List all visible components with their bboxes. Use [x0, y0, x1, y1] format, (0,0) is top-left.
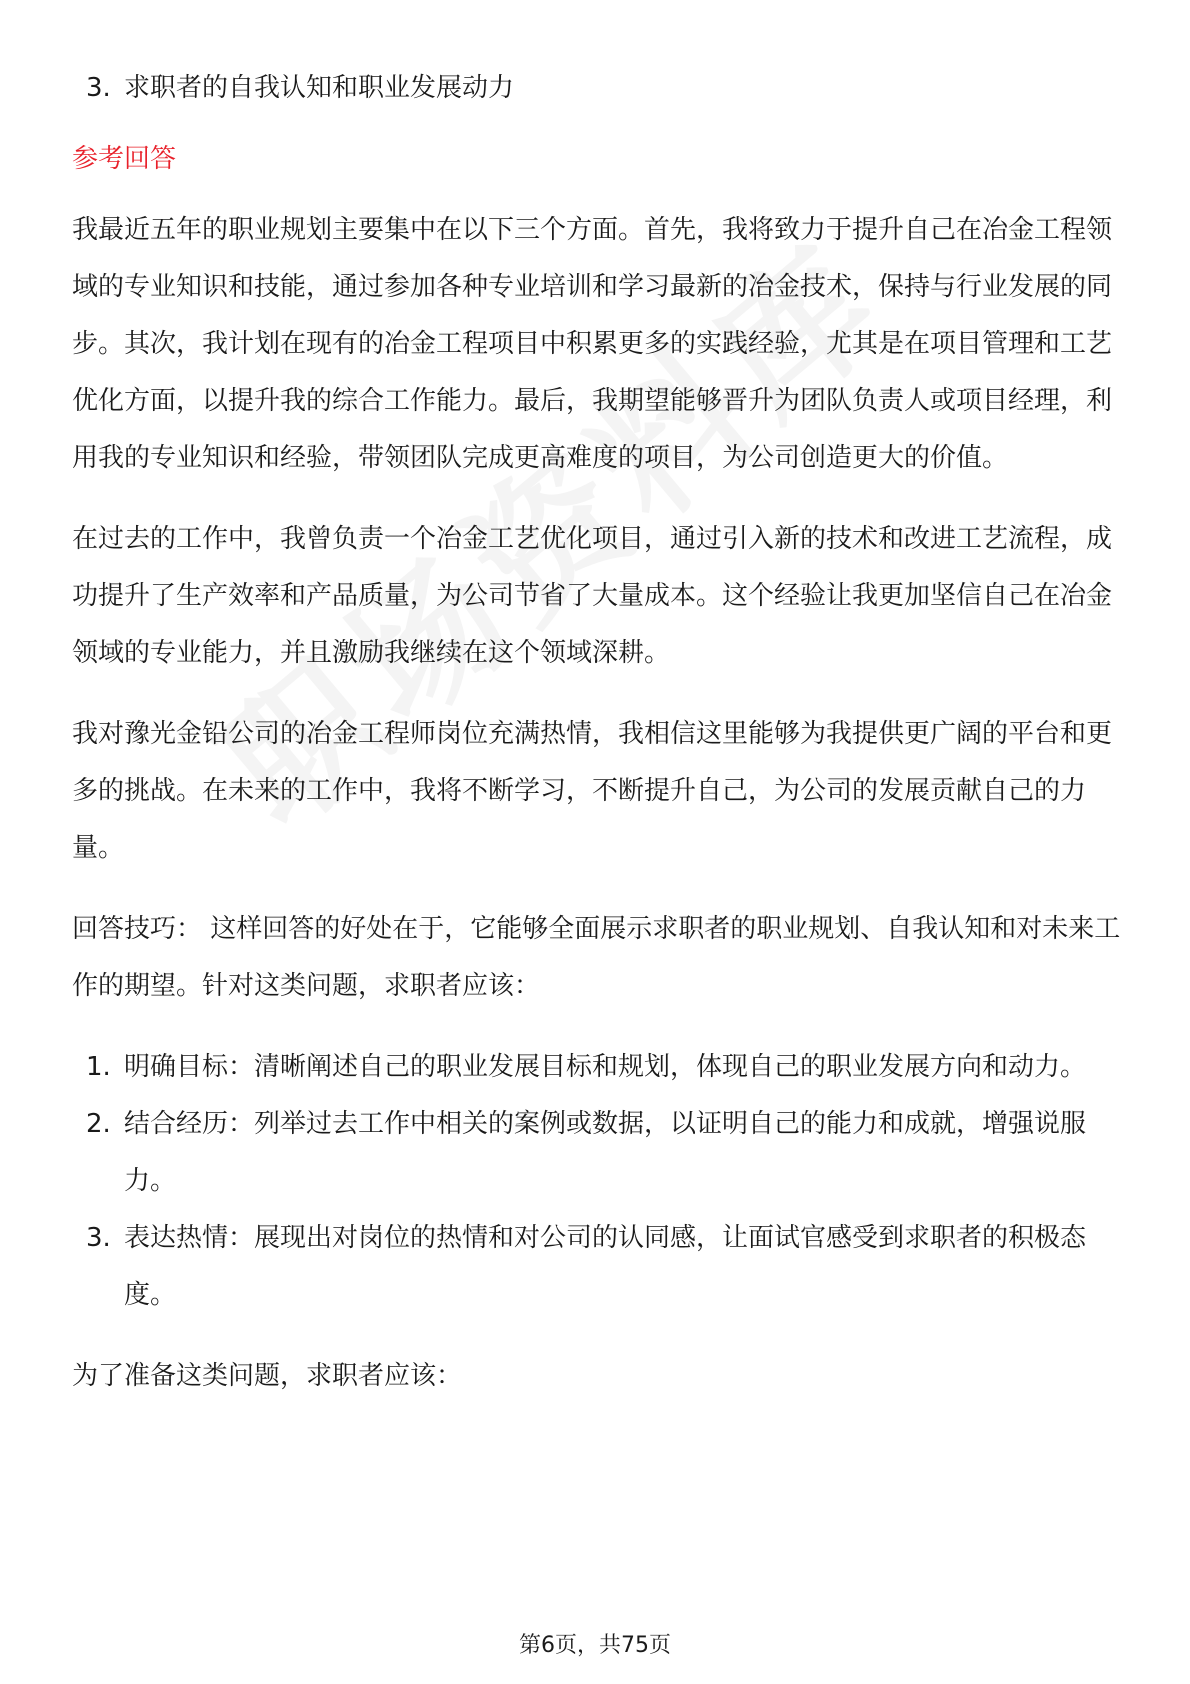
list-text: 求职者的自我认知和职业发展动力 [124, 73, 515, 103]
list-number: 3. [86, 73, 111, 103]
list-item [72, 1210, 1122, 1324]
list-item [72, 1039, 1122, 1096]
paragraph-career-plan: 我最近五年的职业规划主要集中在以下三个方面。首先，我将致力于提升自己在冶金工程领域的专业知识和技能，通过参加各种专业培训和学习最新的冶金技术，保持与行业发展的同步。其次，我计划在现有的冶金工程项目中积累更多的实践经验，尤其是在项目管理和工艺优化方面，以提升我的综合工作能力。最后，我期望能够晋升为团队负责人或项目经理，利用我的专业知识和经验，带领团队完成更高难度的项目，为公司创造更大的价值。 [72, 215, 1113, 473]
list-item [72, 1096, 1122, 1210]
list-text: 结合经历：列举过去工作中相关的案例或数据，以证明自己的能力和成就，增强说服力。 [124, 1109, 1087, 1196]
list-number: 3. [86, 1223, 111, 1253]
paragraph-answer-tips: 回答技巧： 这样回答的好处在于，它能够全面展示求职者的职业规划、自我认知和对未来工作的期望。针对这类问题，求职者应该： [72, 914, 1121, 1001]
paragraph-enthusiasm: 我对豫光金铅公司的冶金工程师岗位充满热情，我相信这里能够为我提供更广阔的平台和更多的挑战。在未来的工作中，我将不断学习，不断提升自己，为公司的发展贡献自己的力量。 [72, 719, 1113, 863]
list-text: 表达热情：展现出对岗位的热情和对公司的认同感，让面试官感受到求职者的积极态度。 [124, 1223, 1087, 1310]
list-number: 2. [86, 1109, 111, 1139]
tips-list [72, 1039, 1122, 1324]
list-item [72, 60, 1122, 117]
paragraph-closing: 为了准备这类问题，求职者应该： [72, 1361, 463, 1391]
answer-heading: 参考回答 [72, 144, 177, 174]
page-footer: 第6页，共75页 [519, 1633, 671, 1658]
list-number: 1. [86, 1052, 111, 1082]
paragraph-past-experience: 在过去的工作中，我曾负责一个冶金工艺优化项目，通过引入新的技术和改进工艺流程，成功提升了生产效率和产品质量，为公司节省了大量成本。这个经验让我更加坚信自己在冶金领域的专业能力，并且激励我继续在这个领域深耕。 [72, 524, 1113, 668]
list-text: 明确目标：清晰阐述自己的职业发展目标和规划，体现自己的职业发展方向和动力。 [124, 1052, 1087, 1082]
document-body [72, 60, 1122, 1405]
